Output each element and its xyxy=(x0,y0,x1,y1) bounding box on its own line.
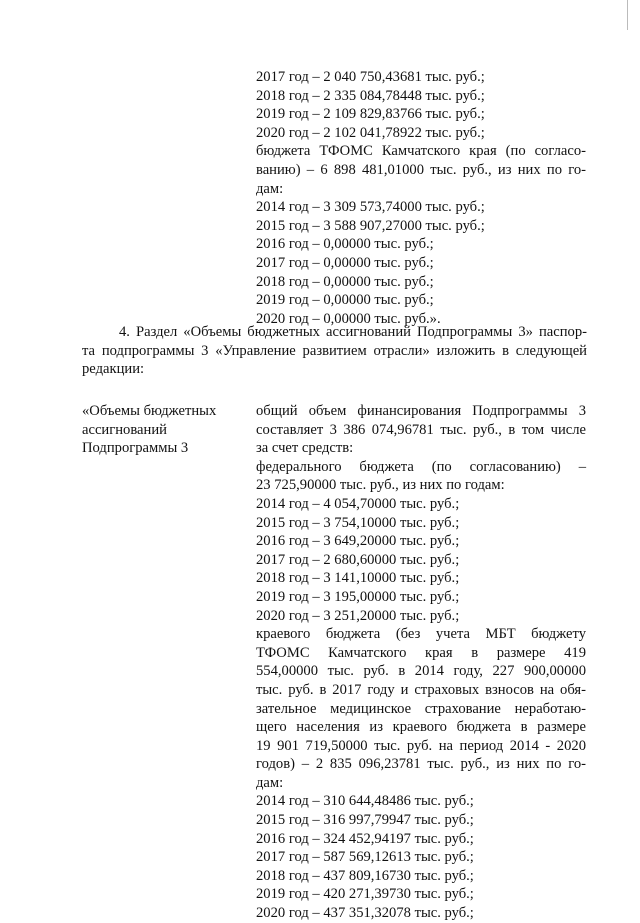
text-line: 2018 год – 437 809,16730 тыс. руб.; xyxy=(256,867,474,884)
text-line: 2020 год – 437 351,32078 тыс. руб.; xyxy=(256,905,474,922)
text-line: 2015 год – 3 754,10000 тыс. руб.; xyxy=(256,514,460,531)
text-line: 2016 год – 0,00000 тыс. руб.; xyxy=(256,236,434,253)
text-line: 2017 год – 0,00000 тыс. руб.; xyxy=(256,254,434,271)
text-line: 554,00000 тыс. руб. в 2014 году, 227 900,00000 xyxy=(256,663,586,680)
text-line: 2018 год – 3 141,10000 тыс. руб.; xyxy=(256,570,460,587)
text-line: щего населения из краевого бюджета в размере xyxy=(256,719,586,736)
text-line: 2017 год – 2 040 750,43681 тыс. руб.; xyxy=(256,69,485,85)
text-line: 2019 год – 0,00000 тыс. руб.; xyxy=(256,292,434,309)
text-line: 2020 год – 3 251,20000 тыс. руб.; xyxy=(256,607,460,624)
text-line: 2014 год – 3 309 573,74000 тыс. руб.; xyxy=(256,199,485,216)
text-line: 2017 год – 2 680,60000 тыс. руб.; xyxy=(256,551,460,568)
text-line: 2019 год – 3 195,00000 тыс. руб.; xyxy=(256,588,460,605)
text-line: ванию) – 6 898 481,01000 тыс. руб., из них по го- xyxy=(256,161,586,178)
text-line: тыс. руб. в 2017 году и страховых взносов на обя- xyxy=(256,681,586,698)
text-line: 2016 год – 3 649,20000 тыс. руб.; xyxy=(256,533,460,550)
text-line: Подпрограммы 3 xyxy=(82,440,189,457)
scan-edge-mark xyxy=(627,0,628,30)
continued-funding-block xyxy=(256,68,586,328)
text-line: дам: xyxy=(256,180,284,197)
text-line: 2018 год – 2 335 084,78448 тыс. руб.; xyxy=(256,87,485,104)
text-line: 2016 год – 324 452,94197 тыс. руб.; xyxy=(256,830,474,847)
text-line: 2020 год – 0,00000 тыс. руб.». xyxy=(256,310,441,327)
text-line: федерального бюджета (по согласованию) – xyxy=(256,458,586,475)
text-line: 2014 год – 4 054,70000 тыс. руб.; xyxy=(256,495,460,512)
text-line: 23 725,90000 тыс. руб., из них по годам: xyxy=(256,477,505,494)
text-line: 2015 год – 3 588 907,27000 тыс. руб.; xyxy=(256,217,485,234)
text-line: ассигнований xyxy=(82,421,167,438)
text-line: та подпрограммы 3 «Управление развитием отрасли» изложить в следующей xyxy=(82,342,587,359)
text-line: 2014 год – 310 644,48486 тыс. руб.; xyxy=(256,793,474,810)
table-right-column xyxy=(256,402,586,923)
text-line: краевого бюджета (без учета МБТ бюджету xyxy=(256,626,586,643)
text-line: зательное медицинское страхование неработаю- xyxy=(256,700,586,717)
text-line: 2019 год – 420 271,39730 тыс. руб.; xyxy=(256,886,474,903)
text-line: 2018 год – 0,00000 тыс. руб.; xyxy=(256,273,434,290)
text-line: 2017 год – 587 569,12613 тыс. руб.; xyxy=(256,849,474,866)
text-line: 2020 год – 2 102 041,78922 тыс. руб.; xyxy=(256,124,485,141)
text-line: составляет 3 386 074,96781 тыс. руб., в том числе xyxy=(256,421,586,438)
text-line: ТФОМС Камчатского края в размере 419 xyxy=(256,644,586,661)
text-line: 4. Раздел «Объемы бюджетных ассигнований Подпрограммы 3» паспор- xyxy=(119,324,587,340)
text-line: 2019 год – 2 109 829,83766 тыс. руб.; xyxy=(256,106,485,123)
text-line: бюджета ТФОМС Камчатского края (по согласо- xyxy=(256,143,586,160)
text-line: за счет средств: xyxy=(256,440,354,457)
text-line: годов) – 2 835 096,23781 тыс. руб., из них по го- xyxy=(256,756,586,773)
table-left-column xyxy=(82,402,252,458)
text-line: редакции: xyxy=(82,361,145,378)
text-line: «Объемы бюджетных xyxy=(82,403,217,419)
text-line: 19 901 719,50000 тыс. руб. на период 2014 - 2020 xyxy=(256,737,586,754)
text-line: 2015 год – 316 997,79947 тыс. руб.; xyxy=(256,812,474,829)
text-line: общий объем финансирования Подпрограммы 3 xyxy=(256,403,586,419)
text-line: дам: xyxy=(256,774,284,791)
paragraph-4 xyxy=(82,323,587,379)
